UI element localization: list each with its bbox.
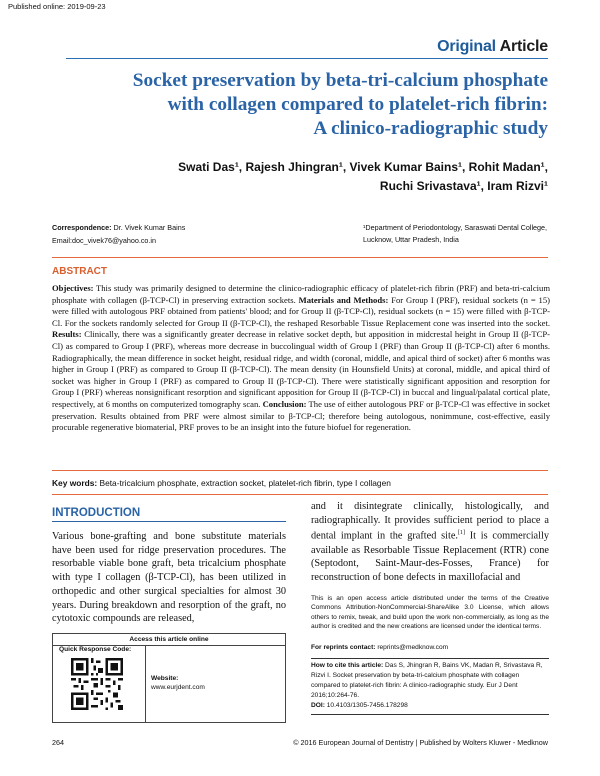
website-link[interactable]: www.eurjdent.com	[151, 684, 205, 691]
keywords-label: Key words:	[52, 478, 98, 488]
abstract-body	[52, 283, 550, 434]
author-list	[66, 158, 548, 196]
header-rule	[66, 58, 548, 59]
title-line: Socket preservation by beta-tri-calcium phosphate	[132, 70, 548, 91]
author-line: Swati Das¹, Rajesh Jhingran¹, Vivek Kumar Bains¹, Rohit Madan¹,	[178, 160, 548, 174]
results-text: Clinically, there was a significantly greater decrease in relative socket depth, but apposition in midcrestal height in Group II (β-TCP-Cl) as compared to Group I (PRF), whereas more decrease in buccolingual width of Group I (PRF) than Group II (β-TCP-Cl) after 6 months. Radiographically, the mean difference in socket height, residual ridge, and width (coronal, middle, and apical third of socket) after 6 months was higher in Group I (PRF) as compared to Group II (β-TCP-Cl). The mean density (in Hounsfield Units) at coronal, middle, and apical third of socket was higher in Group I (PRF) as compared to Group II (β-TCP-Cl). There were statistically significant apposition and resorption for Group I (PRF) whereas nonsignificant resorption and significant apposition for Group II (β-TCP-Cl) in buccal and lingual/palatal cortical plate, respectively, at 6 months on computerized tomography scan.	[52, 329, 550, 409]
reprints-email[interactable]: reprints@medknow.com	[375, 644, 449, 651]
label-article: Article	[499, 38, 548, 55]
abstract-heading: ABSTRACT	[52, 266, 107, 277]
intro-column-right	[311, 500, 549, 585]
keywords-bottom-rule	[52, 494, 548, 495]
methods-text: For Group I (PRF), residual sockets (n = 15) were filled with autologous PRF obtained from patients' blood; and for Group II (β-TCP-Cl), residual sockets (n = 15) were filled with β-TCP-Cl. For the sockets randomly selected for Group II (β-TCP-Cl), the reshaped Resorbable Tissue Replacement cone was inserted into the socket.	[52, 294, 550, 328]
methods-label: Materials and Methods:	[298, 294, 389, 305]
correspondence-name: Dr. Vivek Kumar Bains	[113, 223, 186, 232]
keywords-text: Beta-tricalcium phosphate, extraction socket, platelet-rich fibrin, type I collagen	[97, 478, 391, 488]
cite-label: How to cite this article:	[311, 662, 384, 669]
reprints-label: For reprints contact:	[311, 644, 376, 651]
qr-code-icon[interactable]	[71, 658, 123, 710]
abstract-top-rule	[52, 257, 548, 258]
keywords-top-rule	[52, 470, 548, 471]
affiliation: ¹Department of Periodontology, Saraswati Dental College, Lucknow, Uttar Pradesh, India	[363, 223, 548, 244]
author-line: Ruchi Srivastava¹, Iram Rizvi¹	[379, 179, 548, 193]
how-to-cite	[311, 661, 549, 711]
label-original: Original	[437, 38, 496, 55]
objectives-label: Objectives:	[52, 283, 94, 293]
published-date: Published online: 2019-09-23	[8, 2, 106, 11]
cite-bottom-rule	[311, 714, 549, 715]
title-line: A clinico-radiographic study	[313, 118, 548, 139]
license-note: This is an open access article distributed under the terms of the Creative Commons Attribution-NonCommercial-ShareAlike 3.0 License, which allows others to remix, tweak, and build upon the work non-commercially, as long as the author is credited and the new creations are licensed under the identical terms.	[311, 595, 549, 631]
access-heading: Access this article online	[53, 634, 285, 646]
intro-right-text-cont: It is commercially available as Resorbable Tissue Replacement (RTR) cone (Septodont, Saint-Maur-des-Fosses, France) for reconstruction of bone defects in maxillofacial and	[311, 530, 549, 583]
intro-right-text: and it disintegrate clinically, histologically, and radiographically. It provides sufficient period to place a dental implant in the grafted site.	[311, 501, 549, 542]
introduction-rule	[52, 521, 286, 522]
conclusion-label: Conclusion:	[262, 398, 307, 409]
cite-text: Das S, Jhingran R, Bains VK, Madan R, Srivastava R, Rizvi I. Socket preservation by beta-tri-calcium phosphate with collagen compared to platelet-rich fibrin: A clinico-radiographic study. Eur J Dent 2016;10:264-76.	[311, 662, 543, 699]
correspondence-email[interactable]: doc_vivek76@yahoo.co.in	[71, 236, 156, 245]
reprints-note	[311, 644, 448, 651]
website-label: Website:	[151, 675, 179, 682]
objectives-text: This study was primarily designed to determine the clinico-radiographic efficacy of platelet-rich fibrin (PRF) and beta-tri-calcium phosphate with collagen (β-TCP-Cl) in preserving extraction sockets.	[52, 283, 550, 305]
website-block	[151, 674, 205, 692]
access-divider	[145, 645, 146, 722]
article-type-label	[437, 38, 548, 56]
title-line: with collagen compared to platelet-rich fibrin:	[167, 94, 548, 115]
results-label: Results:	[52, 329, 82, 340]
cite-top-rule	[311, 658, 549, 659]
email-label: Email:	[52, 236, 72, 245]
keywords	[52, 478, 391, 488]
qr-label: Quick Response Code:	[59, 646, 132, 653]
citation-ref[interactable]: [1]	[457, 530, 465, 537]
intro-column-left: Various bone-grafting and bone substitute materials have been used for ridge preservation procedures. The resorbable viable bone graft, beta tricalcium phosphate with type I collagen (β-TCP-Cl), has been utilized in orthopedic and other surgical specialties for almost 30 years. During breakdown and resorption of the graft, no cytotoxic compounds are released,	[52, 531, 286, 625]
conclusion-text: The use of either autologous PRF or β-TCP-Cl was effective in socket preservation. Results obtained from PRF were almost similar to β-TCP-Cl; therefore being autologous, nonimmune, cost-effective, easily procurable regenerative biomaterial, PRF proves to be an insight into the future biofuel for regeneration.	[52, 398, 550, 433]
correspondence	[52, 221, 185, 247]
access-online-box	[52, 633, 286, 723]
page-number: 264	[52, 738, 64, 747]
correspondence-label: Correspondence:	[52, 223, 112, 232]
footer-copyright: © 2016 European Journal of Dentistry | Published by Wolters Kluwer - Medknow	[293, 738, 548, 747]
doi-label: DOI:	[311, 702, 325, 709]
introduction-heading: INTRODUCTION	[52, 507, 141, 519]
article-title	[66, 69, 548, 141]
doi-value[interactable]: 10.4103/1305-7456.178298	[324, 702, 408, 709]
